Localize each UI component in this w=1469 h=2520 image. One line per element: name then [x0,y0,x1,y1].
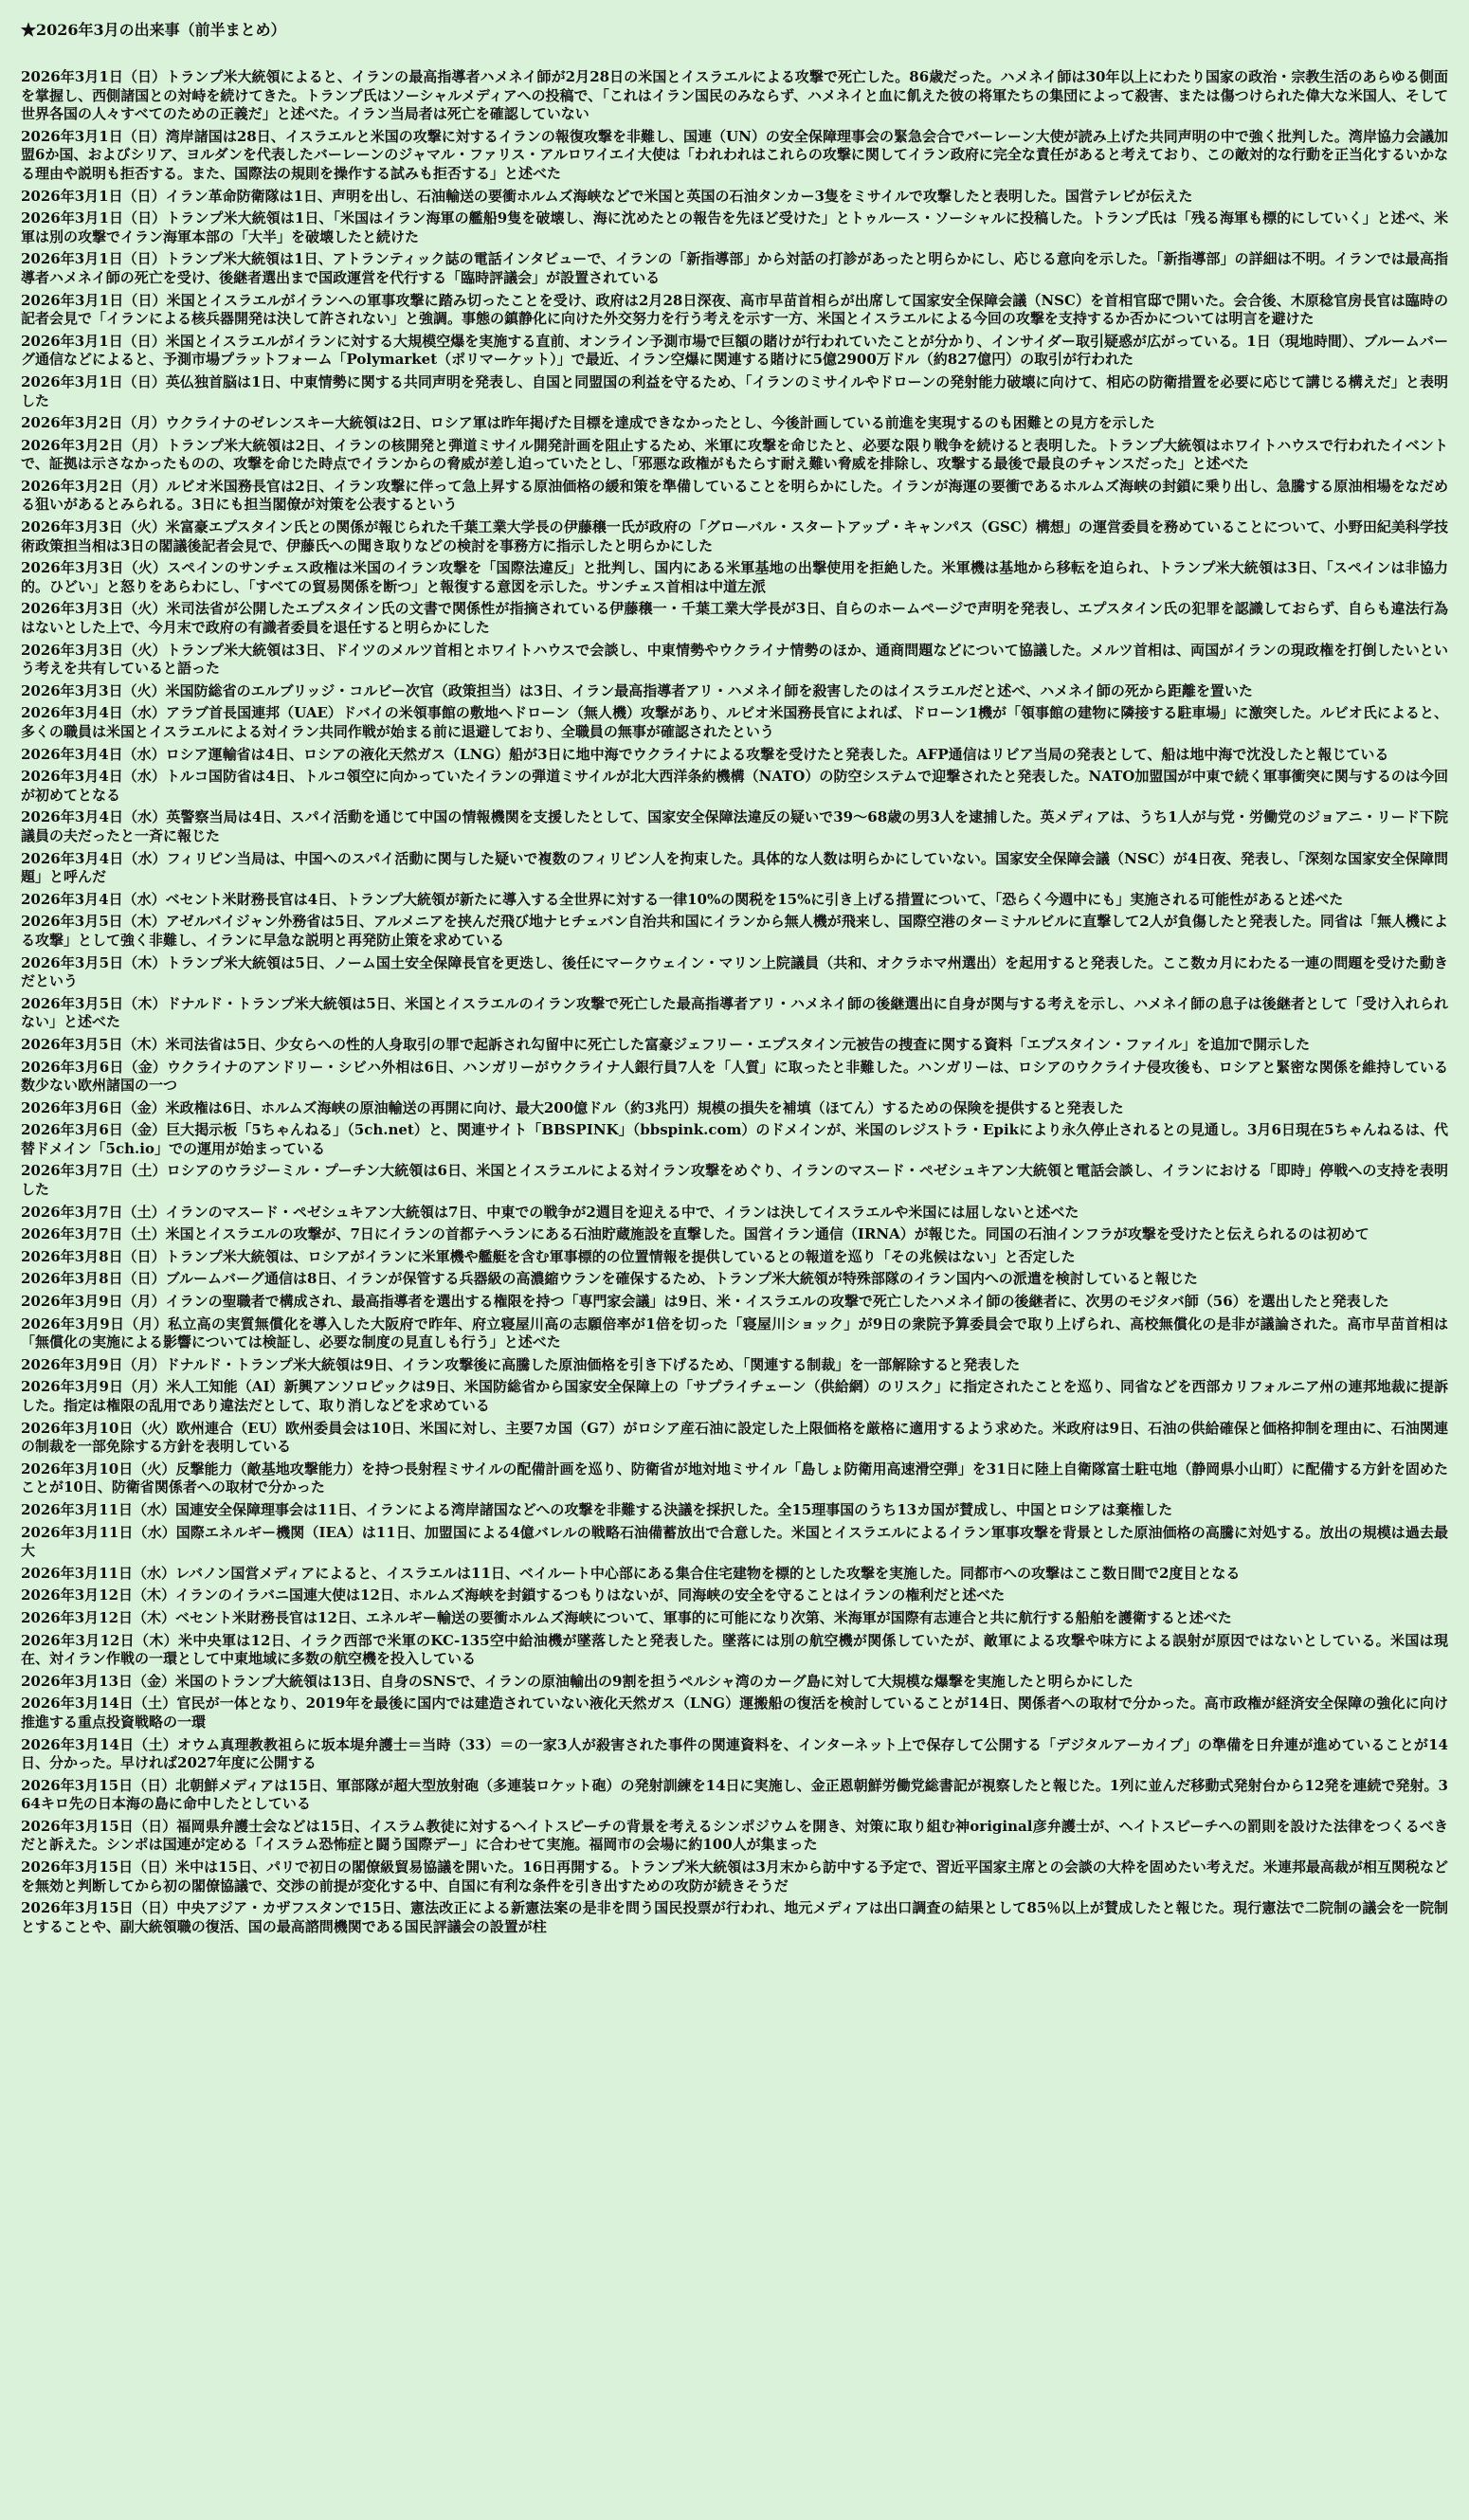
entry-item: 2026年3月2日（月）ルビオ米国務長官は2日、イラン攻撃に伴って急上昇する原油価格の緩和策を準備していることを明らかにした。イランが海運の要衝であるホルムズ海峡の封鎖に乗り出し、急騰する原油相場をなだめる狙いがあるとみられる。3日にも担当閣僚が対策を公表するという [21,477,1448,514]
entry-item: 2026年3月1日（日）トランプ米大統領は1日、アトランティック誌の電話インタビューで、イランの「新指導部」から対話の打診があったと明らかにし、応じる意向を示した。「新指導部」の詳細は不明。イランでは最高指導者ハメネイ師の死亡を受け、後継者選出まで国政運営を代行する「臨時評議会」が設置されている [21,250,1448,286]
entry-item: 2026年3月10日（火）欧州連合（EU）欧州委員会は10日、米国に対し、主要7カ国（G7）がロシア産石油に設定した上限価格を厳格に適用するよう求めた。米政府は9日、石油の供給確保と価格抑制を理由に、石油関連の制裁を一部免除する方針を表明している [21,1419,1448,1456]
entry-item: 2026年3月12日（木）イランのイラバニ国連大使は12日、ホルムズ海峡を封鎖するつもりはないが、同海峡の安全を守ることはイランの権利だと述べた [21,1586,1006,1604]
entry-item: 2026年3月4日（水）アラブ首長国連邦（UAE）ドバイの米領事館の敷地へドローン（無人機）攻撃があり、ルビオ米国務長官によれば、ドローン1機が「領事館の建物に隣接する駐車場」に激突した。ルビオ氏によると、多くの職員は米国とイスラエルによる対イラン共同作戦が始まる前に退避しており、全職員の無事が確認されたという [21,704,1448,740]
entry-item: 2026年3月9日（月）米人工知能（AI）新興アンソロピックは9日、米国防総省から国家安全保障上の「サプライチェーン（供給網）のリスク」に指定されたことを巡り、同省などを西部カリフォルニア州の連邦地裁に提訴した。指定は権限の乱用であり違法だとして、取り消しなどを求めている [21,1378,1448,1414]
entry-item: 2026年3月4日（水）トルコ国防省は4日、トルコ領空に向かっていたイランの弾道ミサイルが北大西洋条約機構（NATO）の防空システムで迎撃されたと発表した。NATO加盟国が中東で続く軍事衝突に関与するのは今回が初めてとなる [21,768,1448,804]
entry-item: 2026年3月1日（日）英仏独首脳は1日、中東情勢に関する共同声明を発表し、自国と同盟国の利益を守るため、「イランのミサイルやドローンの発射能力破壊に向けて、相応の防衛措置を必要に応じて講じる構えだ」と表明した [21,372,1448,409]
document-title: ★2026年3月の出来事（前半まとめ） [21,21,286,39]
entry-item: 2026年3月15日（日）北朝鮮メディアは15日、軍部隊が超大型放射砲（多連装ロケット砲）の発射訓練を14日に実施し、金正恩朝鮮労働党総書記が視察したと報じた。1列に並んだ移動式発射台から12発を連続で発射。364キロ先の日本海の島に命中したとしている [21,1776,1448,1813]
entry-item: 2026年3月4日（水）ベセント米財務長官は4日、トランプ大統領が新たに導入する全世界に対する一律10%の関税を15%に引き上げる措置について、「恐らく今週中にも」実施される可能性があると述べた [21,890,1344,908]
entry-item: 2026年3月5日（木）アゼルバイジャン外務省は5日、アルメニアを挟んだ飛び地ナヒチェバン自治共和国にイランから無人機が飛来し、国際空港のターミナルビルに直撃して2人が負傷したと発表した。同省は「無人機による攻撃」として強く非難し、イランに早急な説明と再発防止策を求めている [21,913,1448,949]
entry-item: 2026年3月4日（水）英警察当局は4日、スパイ活動を通じて中国の情報機関を支援したとして、国家安全保障法違反の疑いで39～68歳の男3人を逮捕した。英メディアは、うち1人が与党・労働党のジョアニ・リード下院議員の夫だったと一斉に報じた [21,808,1448,844]
entry-item: 2026年3月6日（金）巨大掲示板「5ちゃんねる」（5ch.net）と、関連サイト「BBSPINK」（bbspink.com）のドメインが、米国のレジストラ・Epikにより永久停止されるとの見通し。3月6日現在5ちゃんねるは、代替ドメイン「5ch.io」での運用が始まっている [21,1121,1448,1157]
entry-item: 2026年3月3日（火）スペインのサンチェス政権は米国のイラン攻撃を「国際法違反」と批判し、国内にある米軍基地の出撃使用を拒絶した。米軍機は基地から移転を迫られ、トランプ米大統領は3日、「スペインは非協力的。ひどい」と怒りをあらわにし、「すべての貿易関係を断つ」と報復する意図を示した。サンチェス首相は中道左派 [21,559,1448,595]
entry-item: 2026年3月15日（日）福岡県弁護士会などは15日、イスラム教徒に対するヘイトスピーチの背景を考えるシンポジウムを開き、対策に取り組む神original彦弁護士が、ヘイトスピーチへの罰則を設けた法律をつくるべきだと訴えた。シンポは国連が定める「イスラム恐怖症と闘う国際デー」に合わせて実施。福岡市の会場に約100人が集まった [21,1817,1448,1854]
entry-item: 2026年3月11日（水）国連安全保障理事会は11日、イランによる湾岸諸国などへの攻撃を非難する決議を採択した。全15理事国のうち13カ国が賛成し、中国とロシアは棄権した [21,1500,1173,1518]
entry-item: 2026年3月11日（水）国際エネルギー機関（IEA）は11日、加盟国による4億バレルの戦略石油備蓄放出で合意した。米国とイスラエルによるイラン軍事攻撃を背景とした原油価格の高騰に対処する。放出の規模は過去最大 [21,1523,1448,1560]
entry-item: 2026年3月9日（月）私立高の実質無償化を導入した大阪府で昨年、府立寝屋川高の志願倍率が1倍を切った「寝屋川ショック」が9日の衆院予算委員会で取り上げられ、高校無償化の是非が議論された。高市早苗首相は「無償化の実施による影響については検証し、必要な制度の見直しも行う」と述べた [21,1314,1448,1351]
entry-item: 2026年3月9日（月）ドナルド・トランプ米大統領は9日、イラン攻撃後に高騰した原油価格を引き下げるため、「関連する制裁」を一部解除すると発表した [21,1355,1021,1373]
entry-item: 2026年3月6日（金）ウクライナのアンドリー・シビハ外相は6日、ハンガリーがウクライナ人銀行員7人を「人質」に取ったと非難した。ハンガリーは、ロシアのウクライナ侵攻後も、ロシアと緊密な関係を維持している数少ない欧州諸国の一つ [21,1058,1448,1095]
entry-item: 2026年3月14日（土）官民が一体となり、2019年を最後に国内では建造されていない液化天然ガス（LNG）運搬船の復活を検討していることが14日、関係者への取材で分かった。高市政権が経済安全保障の強化に向け推進する重点投資戦略の一環 [21,1695,1448,1731]
entry-item: 2026年3月3日（火）米国防総省のエルブリッジ・コルビー次官（政策担当）は3日、イラン最高指導者アリ・ハメネイ師を殺害したのはイスラエルだと述べ、ハメネイ師の死から距離を置いた [21,681,1253,699]
entry-item: 2026年3月5日（木）米司法省は5日、少女らへの性的人身取引の罪で起訴され勾留中に死亡した富豪ジェフリー・エプスタイン元被告の捜査に関する資料「エプスタイン・ファイル」を追加で開示した [21,1035,1311,1053]
entry-item: 2026年3月7日（土）ロシアのウラジーミル・プーチン大統領は6日、米国とイスラエルによる対イラン攻撃をめぐり、イランのマスード・ペゼシュキアン大統領と電話会談し、イランにおける「即時」停戦への支持を表明した [21,1162,1448,1199]
entry-item: 2026年3月1日（日）湾岸諸国は28日、イスラエルと米国の攻撃に対するイランの報復攻撃を非難し、国連（UN）の安全保障理事会の緊急会合でバーレーン大使が読み上げた共同声明の中で強く批判した。湾岸協力会議加盟6か国、およびシリア、ヨルダンを代表したバーレーンのジャマル・ファリス・アルロワイエイ大使は「われわれはこれらの攻撃に関してイラン政府に完全な責任があると考えており、この敵対的な行動を正当化するいかなる理由や説明も拒否する。また、国際法の規則を操作する試みも拒否する」と述べた [21,127,1448,182]
entry-item: 2026年3月15日（日）米中は15日、パリで初日の閣僚級貿易協議を開いた。16日再開する。トランプ米大統領は3月末から訪中する予定で、習近平国家主席との会談の大枠を固めたい考えだ。米連邦最高裁が相互関税などを無効と判断してから初の閣僚協議で、交渉の前提が変化する中、自国に有利な条件を引き出すための攻防が続きそうだ [21,1858,1448,1895]
entry-item: 2026年3月4日（水）ロシア運輸省は4日、ロシアの液化天然ガス（LNG）船が3日に地中海でウクライナによる攻撃を受けたと発表した。AFP通信はリビア当局の発表として、船は地中海で沈没したと報じている [21,745,1389,763]
entry-item: 2026年3月8日（日）ブルームバーグ通信は8日、イランが保管する兵器級の高濃縮ウランを確保するため、トランプ米大統領が特殊部隊のイラン国内への派遣を検討していると報じた [21,1270,1198,1288]
entry-item: 2026年3月3日（火）米司法省が公開したエプスタイン氏の文書で関係性が指摘されている伊藤穣一・千葉工業大学長が3日、自らのホームページで声明を発表し、エプスタイン氏の犯罪を認識しておらず、自らも違法行為はないとした上で、今月末で政府の有識者委員を退任すると明らかにした [21,600,1448,637]
entry-item: 2026年3月11日（水）レバノン国営メディアによると、イスラエルは11日、ベイルート中心部にある集合住宅建物を標的とした攻撃を実施した。同都市への攻撃はここ数日間で2度目となる [21,1564,1241,1582]
entry-item: 2026年3月9日（月）イランの聖職者で構成され、最高指導者を選出する権限を持つ「専門家会議」は9日、米・イスラエルの攻撃で死亡したハメネイ師の後継者に、次男のモジタバ師（56）を選出したと発表した [21,1293,1389,1311]
entry-item: 2026年3月1日（日）イラン革命防衛隊は1日、声明を出し、石油輸送の要衝ホルムズ海峡などで米国と英国の石油タンカー3隻をミサイルで攻撃したと表明した。国営テレビが伝えた [21,187,1193,205]
entry-item: 2026年3月5日（木）トランプ米大統領は5日、ノーム国土安全保障長官を更迭し、後任にマークウェイン・マリン上院議員（共和、オクラホマ州選出）を起用すると発表した。ここ数カ月にわたる一連の問題を受けた動きだという [21,953,1448,990]
entry-item: 2026年3月12日（木）米中央軍は12日、イラク西部で米軍のKC-135空中給油機が墜落したと発表した。墜落には別の航空機が関係していたが、敵軍による攻撃や味方による誤射が原因ではないとしている。米国は現在、対イラン作戦の一環として中東地域に多数の航空機を投入している [21,1631,1448,1668]
entry-item: 2026年3月1日（日）米国とイスラエルがイランへの軍事攻撃に踏み切ったことを受け、政府は2月28日深夜、高市早苗首相らが出席して国家安全保障会議（NSC）を首相官邸で開いた。会合後、木原稔官房長官は臨時の記者会見で「イランによる核兵器開発は決して許されない」と強調。事態の鎮静化に向けた外交努力を行う考えを示す一方、米国とイスラエルによる今回の攻撃を支持するか否かについては明言を避けた [21,291,1448,328]
entry-list [21,68,1448,1936]
entry-item: 2026年3月3日（火）米富豪エプスタイン氏との関係が報じられた千葉工業大学長の伊藤穣一氏が政府の「グローバル・スタートアップ・キャンパス（GSC）構想」の運営委員を務めていることについて、小野田紀美科学技術政策担当相は3日の閣議後記者会見で、伊藤氏への聞き取りなどの検討を事務方に指示したと明らかにした [21,518,1448,554]
entry-item: 2026年3月12日（木）ベセント米財務長官は12日、エネルギー輸送の要衝ホルムズ海峡について、軍事的に可能になり次第、米海軍が国際有志連合と共に航行する船舶を護衛すると述べた [21,1608,1232,1626]
entry-item: 2026年3月2日（月）ウクライナのゼレンスキー大統領は2日、ロシア軍は昨年掲げた目標を達成できなかったとし、今後計画している前進を実現するのも困難との見方を示した [21,414,1155,432]
entry-item: 2026年3月2日（月）トランプ米大統領は2日、イランの核開発と弾道ミサイル開発計画を阻止するため、米軍に攻撃を命じたと、必要な限り戦争を続けると表明した。トランプ大統領はホワイトハウスで行われたイベントで、証拠は示さなかったものの、攻撃を命じた時点でイランからの脅威が差し迫っていたとし、「邪悪な政権がもたらす耐え難い脅威を排除し、攻撃する最後で最良のチャンスだった」と述べた [21,436,1448,473]
entry-item: 2026年3月13日（金）米国のトランプ大統領は13日、自身のSNSで、イランの原油輸出の9割を担うペルシャ湾のカーグ島に対して大規模な爆撃を実施したと明らかにした [21,1672,1133,1690]
entry-item: 2026年3月1日（日）米国とイスラエルがイランに対する大規模空爆を実施する直前、オンライン予測市場で巨額の賭けが行われていたことが分かり、インサイダー取引疑惑が広がっている。1日（現地時間）、ブルームバーグ通信などによると、予測市場プラットフォーム「Polymarket（ポリマーケット）」で最近、イラン空爆に関連する賭けに5億2900万ドル（約827億円）の取引が行われた [21,332,1448,369]
entry-item: 2026年3月15日（日）中央アジア・カザフスタンで15日、憲法改正による新憲法案の是非を問う国民投票が行われ、地元メディアは出口調査の結果として85％以上が賛成したと報じた。現行憲法で二院制の議会を一院制とすることや、副大統領職の復活、国の最高諮問機関である国民評議会の設置が柱 [21,1899,1448,1935]
entry-item: 2026年3月1日（日）トランプ米大統領は1日、「米国はイラン海軍の艦船9隻を破壊し、海に沈めたとの報告を先ほど受けた」とトゥルース・ソーシャルに投稿した。トランプ氏は「残る海軍も標的にしていく」と述べ、米軍は別の攻撃でイラン海軍本部の「大半」を破壊したと続けた [21,209,1448,245]
entry-item: 2026年3月8日（日）トランプ米大統領は、ロシアがイランに米軍機や艦艇を含む軍事標的の位置情報を提供しているとの報道を巡り「その兆候はない」と否定した [21,1247,1076,1265]
entry-item: 2026年3月1日（日）トランプ米大統領によると、イランの最高指導者ハメネイ師が2月28日の米国とイスラエルによる攻撃で死亡した。86歳だった。ハメネイ師は30年以上にわたり国家の政治・宗教生活のあらゆる側面を掌握し、西側諸国との対峙を続けてきた。トランプ氏はソーシャルメディアへの投稿で、「これはイラン国民のみならず、ハメネイと血に飢えた彼の将軍たちの集団によって殺害、または傷つけられた偉大な米国人、そして世界各国の人々すべてのための正義だ」と述べた。イラン当局者は死亡を確認していない [21,68,1448,123]
entry-item: 2026年3月3日（火）トランプ米大統領は3日、ドイツのメルツ首相とホワイトハウスで会談し、中東情勢やウクライナ情勢のほか、通商問題などについて協議した。メルツ首相は、両国がイランの現政権を打倒したいという考えを共有していると語った [21,641,1448,678]
entry-item: 2026年3月14日（土）オウム真理教教祖らに坂本堤弁護士＝当時（33）＝の一家3人が殺害された事件の関連資料を、インターネット上で保存して公開する「デジタルアーカイブ」の準備を日弁連が進めていることが14日、分かった。早ければ2027年度に公開する [21,1735,1448,1772]
entry-item: 2026年3月10日（火）反撃能力（敵基地攻撃能力）を持つ長射程ミサイルの配備計画を巡り、防衛省が地対地ミサイル「島しょ防衛用高速滑空弾」を31日に陸上自衛隊富士駐屯地（静岡県小山町）に配備する方針を固めたことが10日、防衛省関係者への取材で分かった [21,1459,1448,1496]
entry-item: 2026年3月7日（土）イランのマスード・ペゼシュキアン大統領は7日、中東での戦争が2週目を迎える中で、イランは決してイスラエルや米国には屈しないと述べた [21,1203,1079,1221]
entry-item: 2026年3月6日（金）米政権は6日、ホルムズ海峡の原油輸送の再開に向け、最大200億ドル（約3兆円）規模の損失を補填（ほてん）するための保険を提供すると発表した [21,1098,1124,1116]
entry-item: 2026年3月7日（土）米国とイスラエルの攻撃が、7日にイランの首都テヘランにある石油貯蔵施設を直撃した。国営イラン通信（IRNA）が報じた。同国の石油インフラが攻撃を受けたと伝えられるのは初めて [21,1225,1369,1243]
entry-item: 2026年3月4日（水）フィリピン当局は、中国へのスパイ活動に関与した疑いで複数のフィリピン人を拘束した。具体的な人数は明らかにしていない。国家安全保障会議（NSC）が4日夜、発表し、「深刻な国家安全保障問題」と呼んだ [21,849,1448,886]
entry-item: 2026年3月5日（木）ドナルド・トランプ米大統領は5日、米国とイスラエルのイラン攻撃で死亡した最高指導者アリ・ハメネイ師の後継選出に自身が関与する考えを示し、ハメネイ師の息子は後継者として「受け入れられない」と述べた [21,994,1448,1031]
